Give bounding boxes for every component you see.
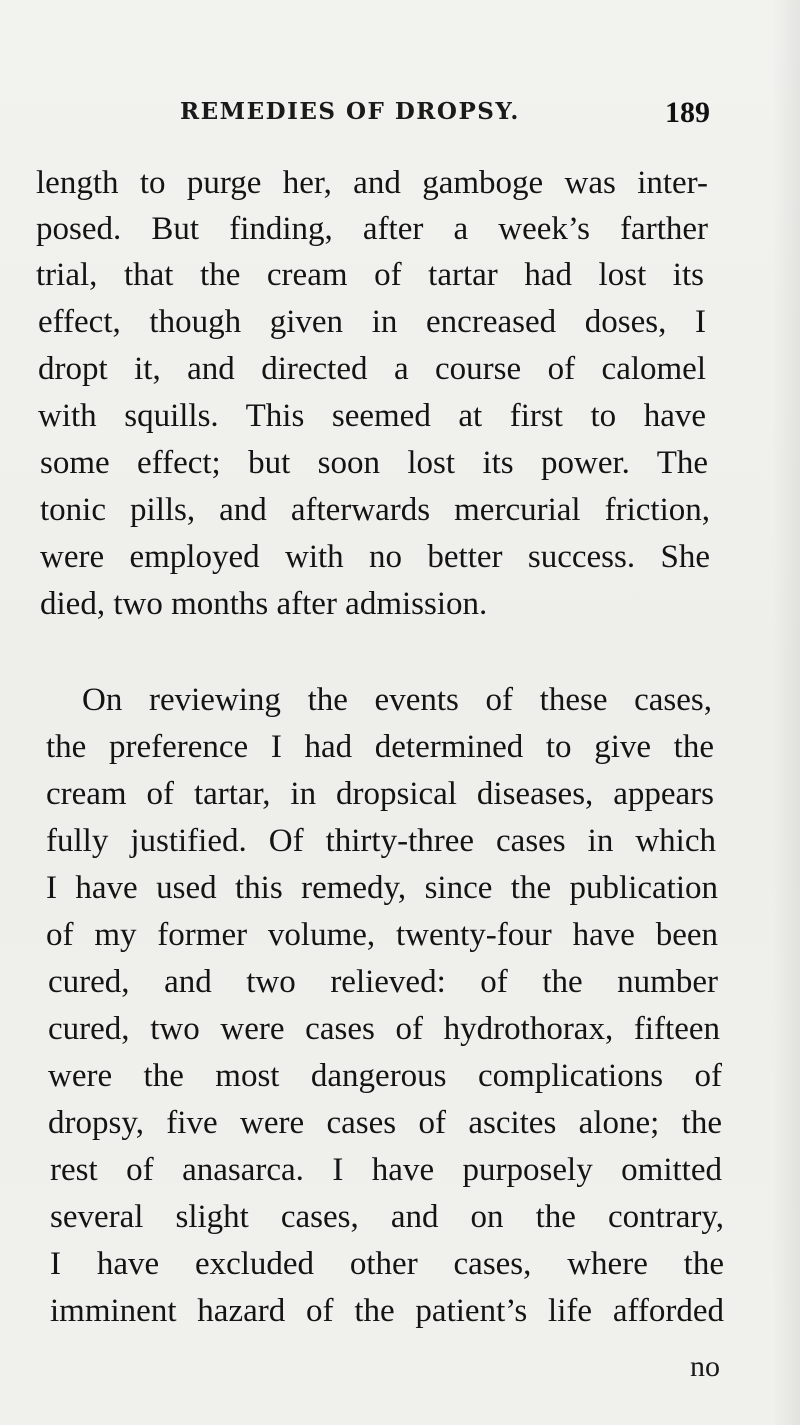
text-line: some effect; but soon lost its power. The (40, 445, 708, 481)
text-line: dropsy, five were cases of ascites alone; the (48, 1105, 722, 1141)
text-line: rest of anasarca. I have purposely omitted (50, 1152, 722, 1188)
text-line: with squills. This seemed at first to have (38, 398, 706, 434)
text-line: of my former volume, twenty-four have been (46, 917, 718, 953)
text-line: effect, though given in encreased doses, I (38, 304, 706, 340)
text-line: I have excluded other cases, where the (50, 1246, 724, 1282)
text-line: dropt it, and directed a course of calomel (38, 351, 706, 387)
text-line: fully justified. Of thirty-three cases in which (46, 823, 716, 859)
page-number: 189 (665, 96, 710, 129)
text-line: length to purge her, and gamboge was inter- (36, 165, 708, 201)
text-line: were employed with no better success. She (40, 539, 710, 575)
text-line: the preference I had determined to give the (46, 729, 714, 765)
running-title: REMEDIES OF DROPSY. (180, 98, 520, 125)
catchword: no (690, 1350, 720, 1383)
text-line: were the most dangerous complications of (48, 1058, 722, 1094)
text-line: posed. But finding, after a week’s farther (36, 211, 708, 247)
text-line: imminent hazard of the patient’s life afforded (50, 1293, 724, 1329)
running-head (180, 98, 710, 138)
text-line: tonic pills, and afterwards mercurial friction, (40, 492, 710, 528)
text-line: cream of tartar, in dropsical diseases, appears (46, 776, 714, 812)
text-line: died, two months after admission. (40, 586, 488, 622)
text-line: cured, two were cases of hydrothorax, fifteen (48, 1011, 720, 1047)
text-line: I have used this remedy, since the publication (46, 870, 718, 906)
text-line: several slight cases, and on the contrary, (50, 1199, 724, 1235)
page-edge-shadow (772, 0, 800, 1425)
text-line: trial, that the cream of tartar had lost its (36, 257, 704, 293)
text-line: On reviewing the events of these cases, (82, 682, 712, 718)
text-line: cured, and two relieved: of the number (48, 964, 718, 1000)
